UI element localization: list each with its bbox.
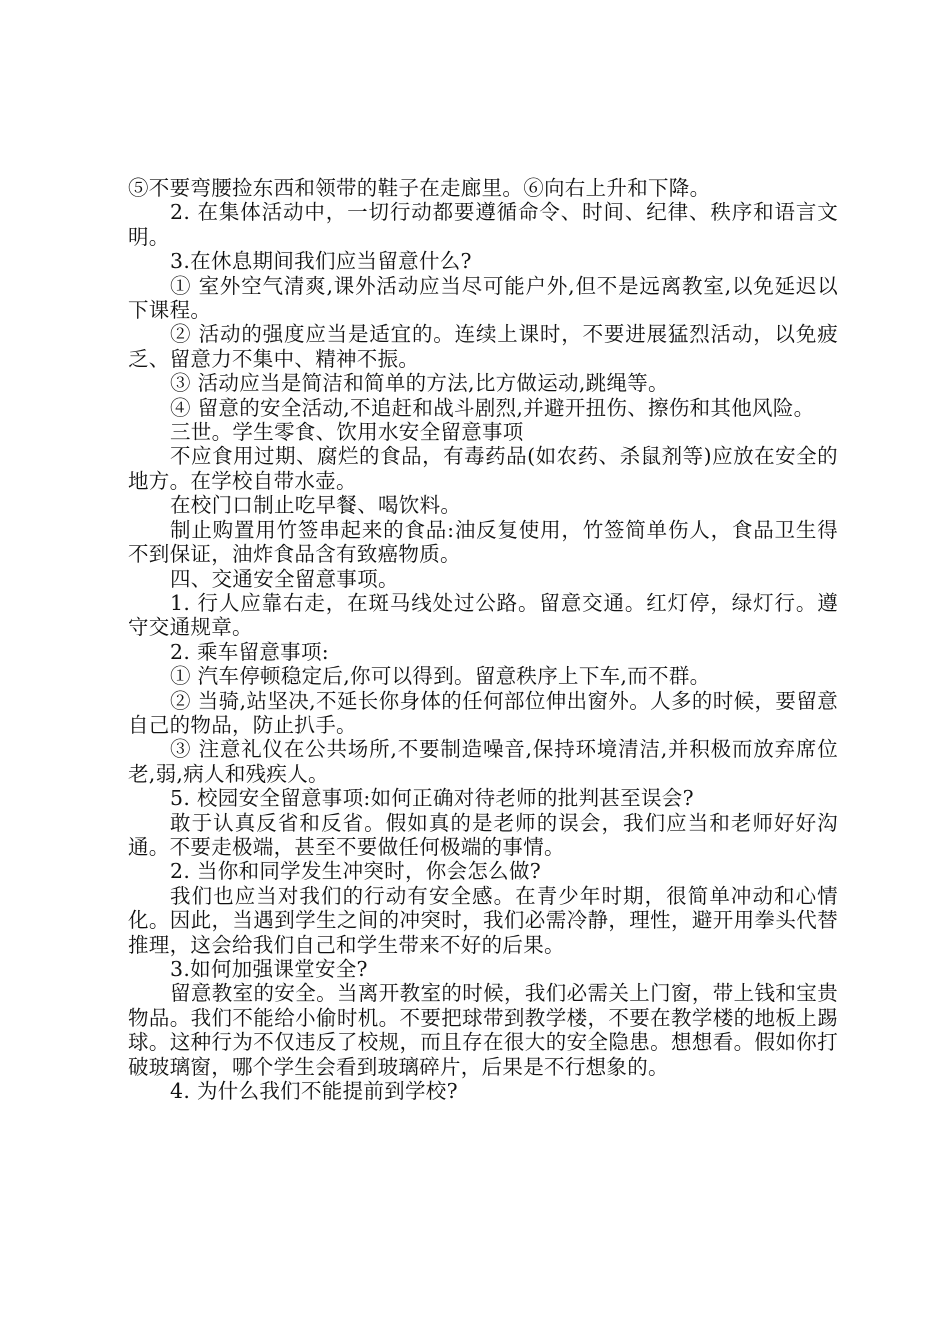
paragraph: 2. 乘车留意事项: <box>170 639 329 664</box>
paragraph: 三世。学生零食、饮用水安全留意事项 <box>170 420 524 445</box>
paragraph: 4. 为什么我们不能提前到学校? <box>170 1079 458 1104</box>
paragraph: 3.在休息期间我们应当留意什么? <box>170 249 472 274</box>
paragraph: ① 汽车停顿稳定后,你可以得到。留意秩序上下车,而不群。 <box>170 664 711 689</box>
paragraph: 四、交通安全留意事项。 <box>170 566 399 591</box>
paragraph: ④ 留意的安全活动,不追赶和战斗剧烈,并避开扭伤、擦伤和其他风险。 <box>170 395 815 420</box>
document-body <box>128 176 838 1103</box>
paragraph: ③ 注意礼仪在公共场所,不要制造噪音,保持环境清洁,并积极而放弃席位老,弱,病人和残疾人。 <box>128 737 838 786</box>
paragraph: ① 室外空气清爽,课外活动应当尽可能户外,但不是远离教室,以免延迟以下课程。 <box>128 273 838 323</box>
paragraph: 3.如何加强课堂安全? <box>170 957 368 981</box>
paragraph: 敢于认真反省和反省。假如真的是老师的误会，我们应当和老师好好沟通。不要走极端，甚至不要做任何极端的事情。 <box>128 810 838 859</box>
paragraph: 制止购置用竹签串起来的食品:油反复使用，竹签简单伤人，食品卫生得不到保证，油炸食品含有致癌物质。 <box>128 517 838 567</box>
paragraph: 1. 行人应靠右走，在斑马线处过公路。留意交通。红灯停，绿灯行。遵守交通规章。 <box>128 590 838 640</box>
paragraph: ② 当骑,站坚决,不延长你身体的任何部位伸出窗外。人多的时候，要留意自己的物品，防止扒手。 <box>128 688 838 737</box>
paragraph: 5. 校园安全留意事项:如何正确对待老师的批判甚至误会? <box>170 786 694 811</box>
paragraph: 2. 在集体活动中，一切行动都要遵循命令、时间、纪律、秩序和语言文明。 <box>128 200 838 249</box>
paragraph: ③ 活动应当是简洁和简单的方法,比方做运动,跳绳等。 <box>170 371 669 396</box>
paragraph: 不应食用过期、腐烂的食品，有毒药品(如农药、杀鼠剂等)应放在安全的地方。在学校自带水壶。 <box>128 444 838 493</box>
paragraph: 我们也应当对我们的行动有安全感。在青少年时期，很简单冲动和心情化。因此，当遇到学生之间的冲突时，我们必需冷静，理性，避开用拳头代替推理，这会给我们自己和学生带来不好的后果。 <box>128 883 838 957</box>
paragraph: 留意教室的安全。当离开教室的时候，我们必需关上门窗，带上钱和宝贵物品。我们不能给小偷时机。不要把球带到教学楼，不要在教学楼的地板上踢球。这种行为不仅违反了校规，而且存在很大的安全隐患。想想看。假如你打破玻璃窗，哪个学生会看到玻璃碎片，后果是不行想象的。 <box>128 981 838 1079</box>
paragraph: 在校门口制止吃早餐、喝饮料。 <box>170 493 462 518</box>
paragraph: ② 活动的强度应当是适宜的。连续上课时，不要进展猛烈活动，以免疲乏、留意力不集中、精神不振。 <box>128 322 838 371</box>
paragraph: ⑤不要弯腰捡东西和领带的鞋子在走廊里。⑥向右上升和下降。 <box>128 176 711 200</box>
paragraph: 2. 当你和同学发生冲突时，你会怎么做? <box>170 859 542 884</box>
